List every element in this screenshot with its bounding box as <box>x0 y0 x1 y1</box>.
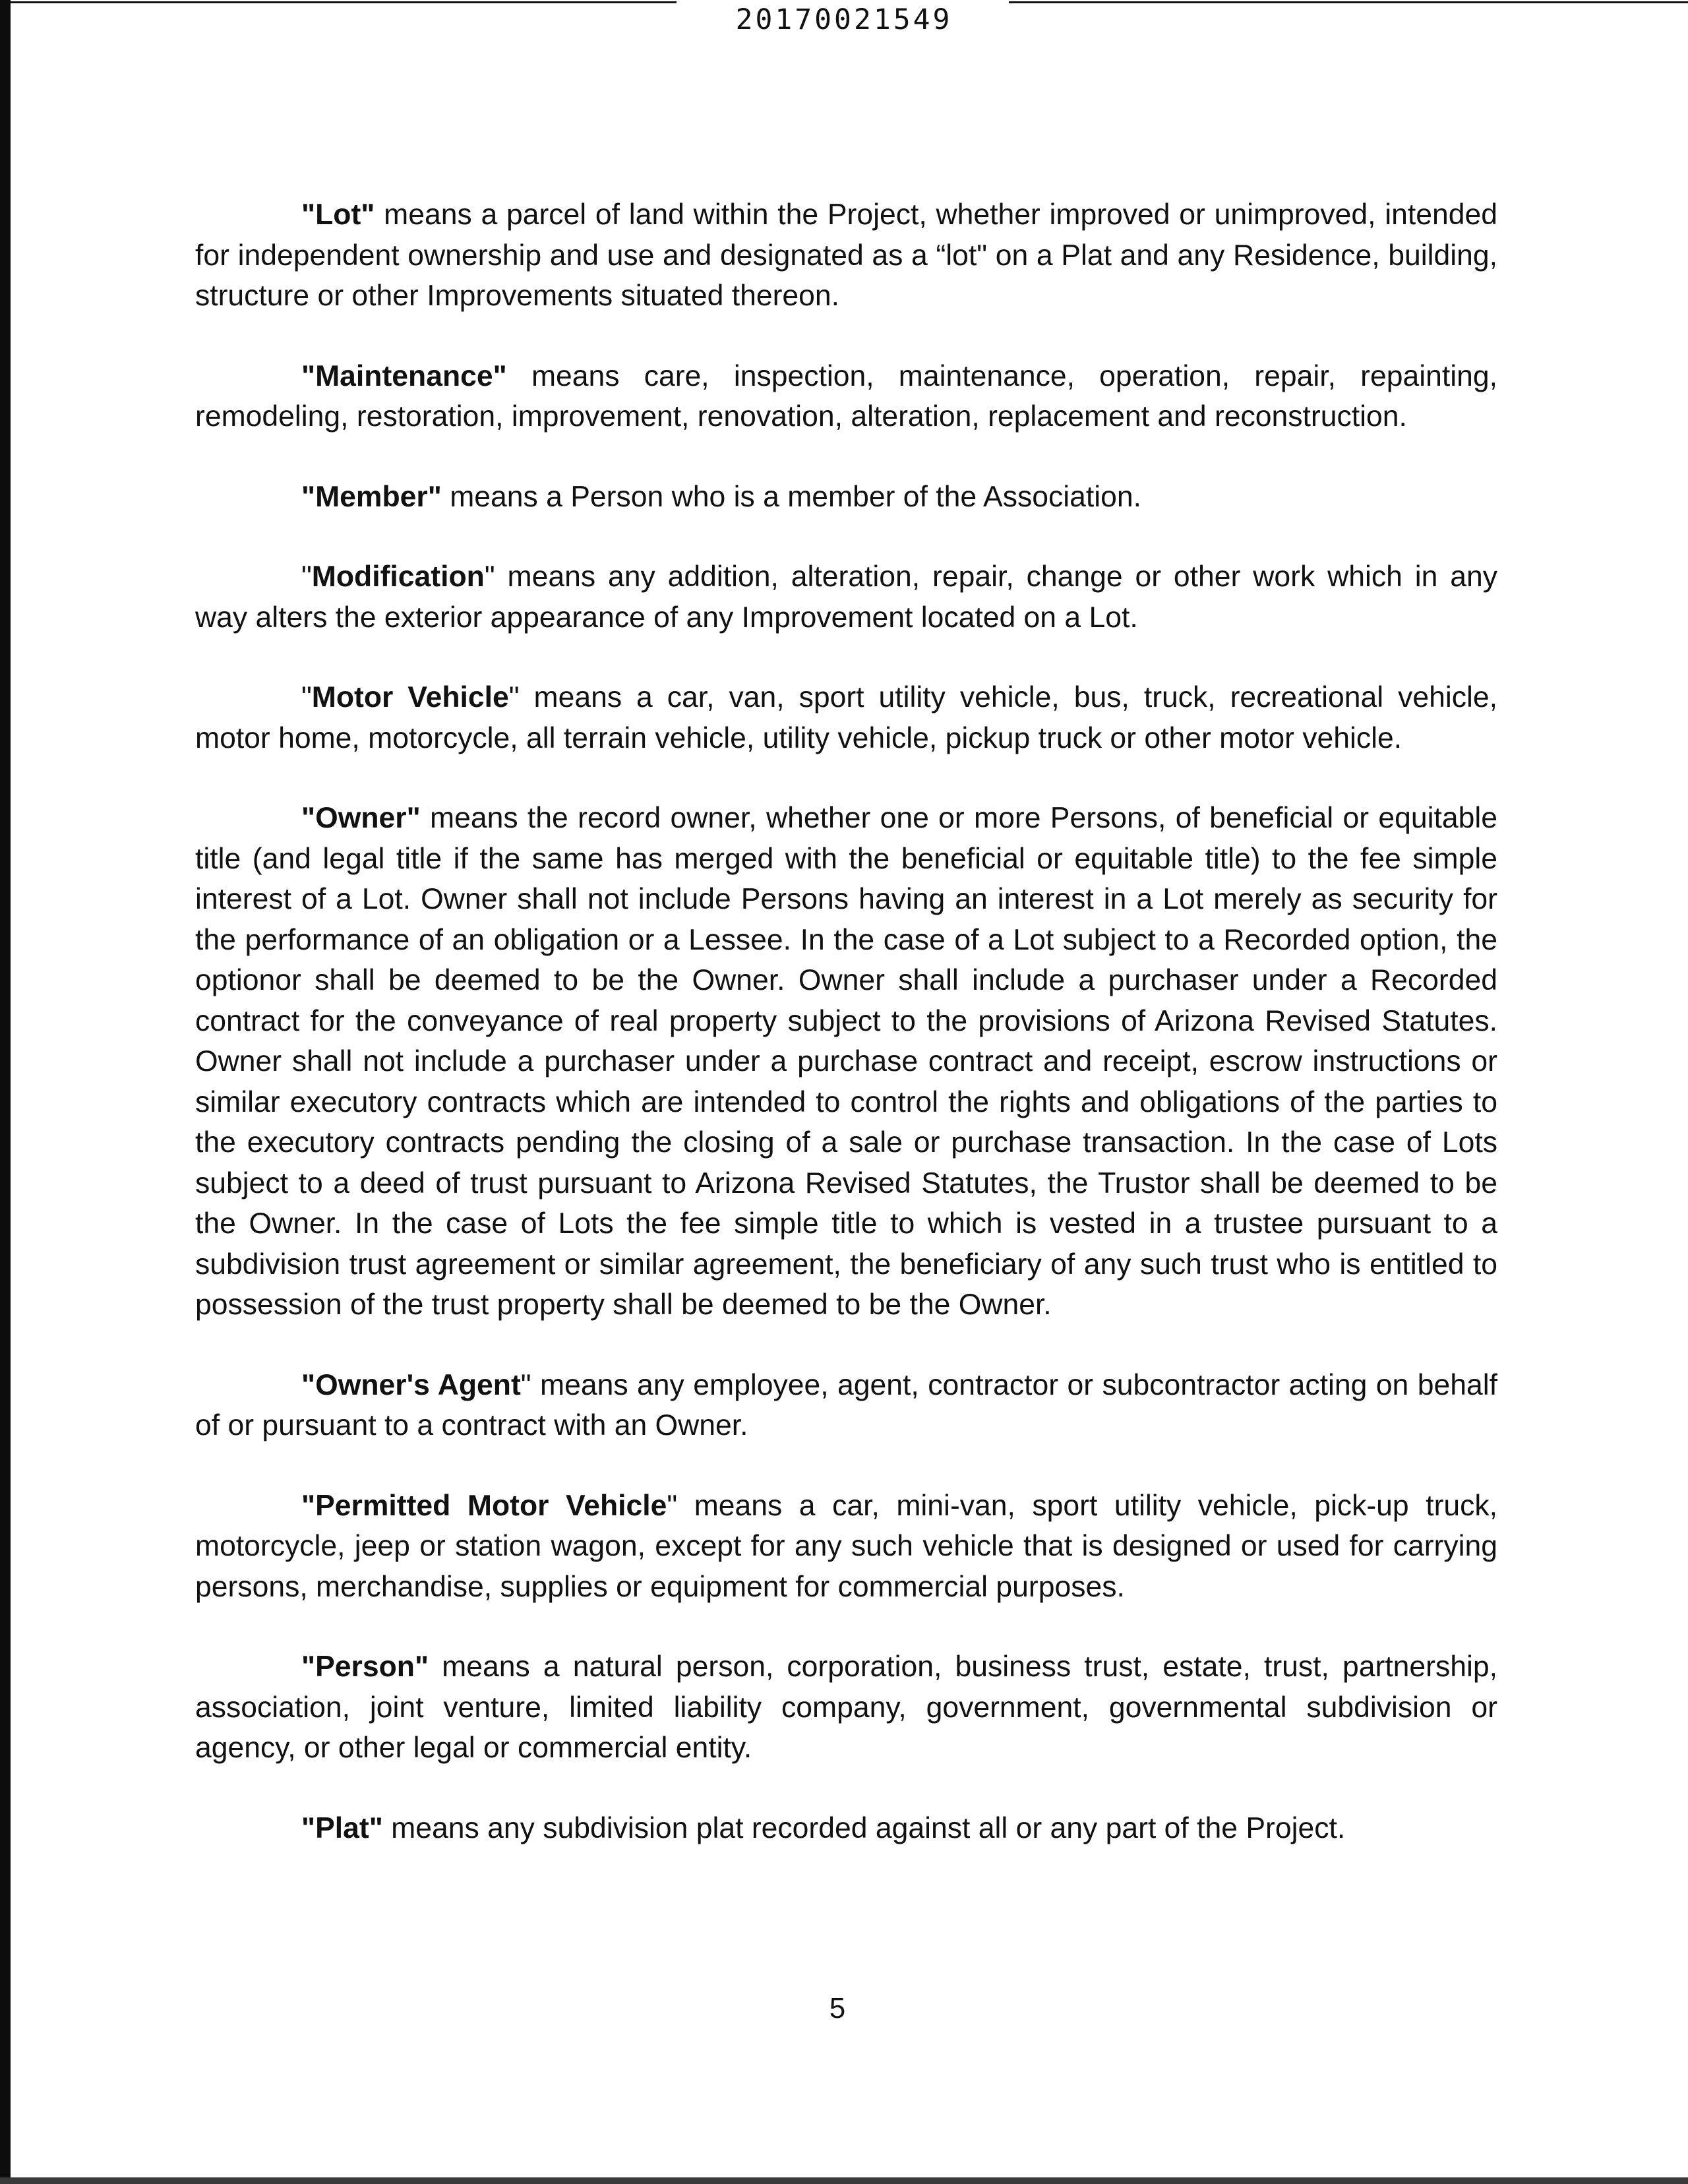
definition-modification-text: " means any addition, alteration, repair, change or other work which in any way alters the exterior appearance of any Improvement located on a Lot. <box>195 561 1497 634</box>
definition-maintenance-text: means care, inspection, maintenance, operation, repair, repainting, remodeling, restoration, improvement, renovation, alteration, replacement and reconstruction. <box>195 359 1497 433</box>
definition-owners-agent-text: " means any employee, agent, contractor or subcontractor acting on behalf of or pursuant to a contract with an Owner. <box>195 1368 1497 1441</box>
term-maintenance: "Maintenance" <box>301 359 507 392</box>
definition-plat <box>195 1808 1497 1849</box>
definition-member-text: means a Person who is a member of the Association. <box>441 480 1141 513</box>
term-owner: "Owner" <box>301 802 421 834</box>
term-motor-vehicle: Motor Vehicle <box>311 681 509 713</box>
header-rule-left <box>11 1 677 3</box>
definition-lot-text: means a parcel of land within the Project, whether improved or unimproved, intended for independent ownership and use and designated as a “lot" on a Plat and any Residence, building, structure or other Improvements situated thereon. <box>195 198 1497 312</box>
term-modification-open-quote: " <box>301 561 312 593</box>
definitions-section <box>195 195 1497 1848</box>
term-member: "Member" <box>301 480 442 513</box>
term-plat: "Plat" <box>301 1811 383 1844</box>
definition-modification <box>195 557 1497 638</box>
scan-left-edge <box>0 0 11 2184</box>
definition-person-text: means a natural person, corporation, business trust, estate, trust, partnership, association, joint venture, limited liability company, government, governmental subdivision or agency, or other legal or commercial entity. <box>195 1651 1497 1764</box>
scan-bottom-edge <box>0 2177 1688 2184</box>
definition-person <box>195 1647 1497 1769</box>
term-lot: "Lot" <box>301 198 375 231</box>
definition-owners-agent <box>195 1365 1497 1446</box>
term-owners-agent: "Owner's Agent <box>301 1368 521 1401</box>
definition-motor-vehicle <box>195 677 1497 758</box>
header-rule-right <box>1009 1 1688 3</box>
definition-maintenance <box>195 356 1497 437</box>
definition-motor-vehicle-text: " means a car, van, sport utility vehicle, bus, truck, recreational vehicle, motor home, motorcycle, all terrain vehicle, utility vehicle, pickup truck or other motor vehicle. <box>195 681 1497 754</box>
definition-owner <box>195 798 1497 1325</box>
definition-lot <box>195 195 1497 317</box>
term-person: "Person" <box>301 1651 429 1683</box>
definition-permitted-motor-vehicle-text: " means a car, mini-van, sport utility vehicle, pick-up truck, motorcycle, jeep or station wagon, except for any such vehicle that is designed or used for carrying persons, merchandise, supplies or equipment for commercial purposes. <box>195 1489 1497 1603</box>
recording-number: 20170021549 <box>735 3 953 36</box>
definition-owner-text: means the record owner, whether one or more Persons, of beneficial or equitable title (and legal title if the same has merged with the beneficial or equitable title) to the fee simple interest of a Lot. Owner shall not include Persons having an interest in a Lot merely as security for the performance of an obligation or a Lessee. In the case of a Lot subject to a Recorded option, the optionor shall be deemed to be the Owner. Owner shall include a purchaser under a Recorded contract for the conveyance of real property subject to the provisions of Arizona Revised Statutes. Owner shall not include a purchaser under a purchase contract and receipt, escrow instructions or similar executory contracts which are intended to control the rights and obligations of the parties to the executory contracts pending the closing of a sale or purchase transaction. In the case of Lots subject to a deed of trust pursuant to Arizona Revised Statutes, the Trustor shall be deemed to be the Owner. In the case of Lots the fee simple title to which is vested in a trustee pursuant to a subdivision trust agreement or similar agreement, the beneficiary of any such trust who is entitled to possession of the trust property shall be deemed to be the Owner. <box>195 802 1497 1321</box>
page-number: 5 <box>829 1992 846 2024</box>
definition-permitted-motor-vehicle <box>195 1486 1497 1608</box>
definition-member <box>195 477 1497 518</box>
definition-plat-text: means any subdivision plat recorded against all or any part of the Project. <box>382 1811 1346 1844</box>
term-motor-vehicle-open-quote: " <box>301 681 312 713</box>
term-permitted-motor-vehicle: "Permitted Motor Vehicle <box>301 1489 667 1522</box>
term-modification: Modification <box>311 561 485 593</box>
